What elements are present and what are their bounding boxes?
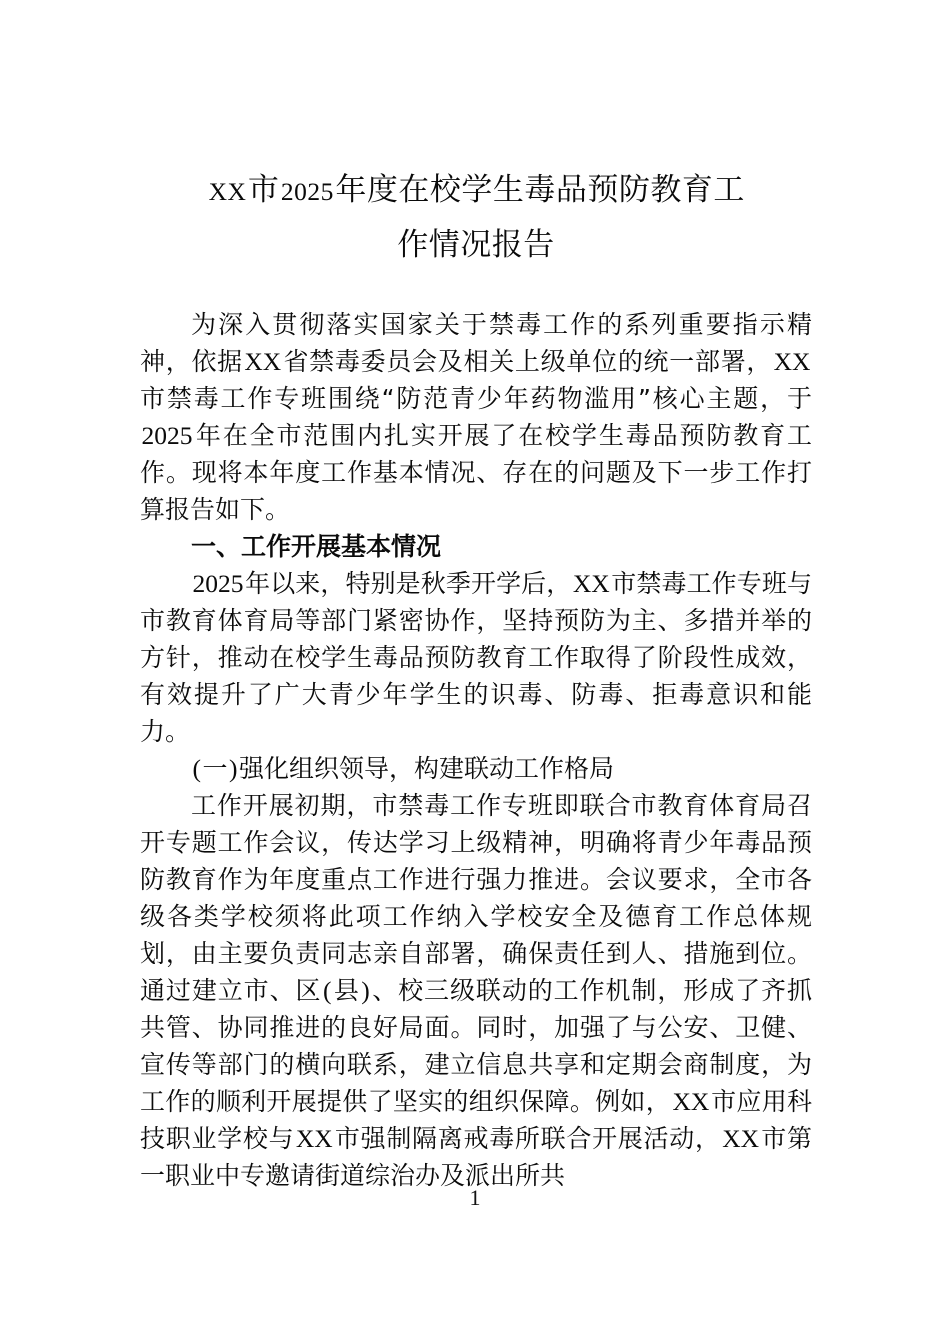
title-line-2: 作情况报告: [397, 227, 555, 263]
paragraph-section-1-body: [140, 565, 812, 750]
heading-section-1: [140, 528, 812, 565]
paragraph-intro-text: 为深入贯彻落实国家关于禁毒工作的系列重要指示精神，依据XX省禁毒委员会及相关上级单位的统一部署，XX市禁毒工作专班围绕“防范青少年药物滥用”核心主题，于2025年在全市范围内扎实开展了在校学生毒品预防教育工作。现将本年度工作基本情况、存在的问题及下一步工作打算报告如下。: [140, 310, 812, 524]
document-content: [140, 0, 812, 1194]
page-title: [140, 0, 812, 272]
heading-section-1-text: 一、工作开展基本情况: [191, 532, 442, 561]
paragraph-section-1-body-text: 2025年以来，特别是秋季开学后，XX市禁毒工作专班与市教育体育局等部门紧密协作，坚持预防为主、多措并举的方针，推动在校学生毒品预防教育工作取得了阶段性成效，有效提升了广大青少年学生的识毒、防毒、拒毒意识和能力。: [140, 569, 812, 746]
document-body: [140, 306, 812, 1194]
heading-subsection-1-1-text: (一)强化组织领导，构建联动工作格局: [192, 754, 615, 783]
page-number: 1: [469, 1185, 481, 1210]
paragraph-subsection-1-1-body: [140, 787, 812, 1194]
paragraph-intro: [140, 306, 812, 528]
heading-subsection-1-1: [140, 750, 812, 787]
title-line-1: XX市2025年度在校学生毒品预防教育工: [208, 172, 745, 208]
paragraph-subsection-1-1-body-text: 工作开展初期，市禁毒工作专班即联合市教育体育局召开专题工作会议，传达学习上级精神，明确将青少年毒品预防教育作为年度重点工作进行强力推进。会议要求，全市各级各类学校须将此项工作纳入学校安全及德育工作总体规划，由主要负责同志亲自部署，确保责任到人、措施到位。通过建立市、区(县)、校三级联动的工作机制，形成了齐抓共管、协同推进的良好局面。同时，加强了与公安、卫健、宣传等部门的横向联系，建立信息共享和定期会商制度，为工作的顺利开展提供了坚实的组织保障。例如，XX市应用科技职业学校与XX市强制隔离戒毒所联合开展活动，XX市第一职业中专邀请街道综治办及派出所共: [140, 791, 812, 1190]
